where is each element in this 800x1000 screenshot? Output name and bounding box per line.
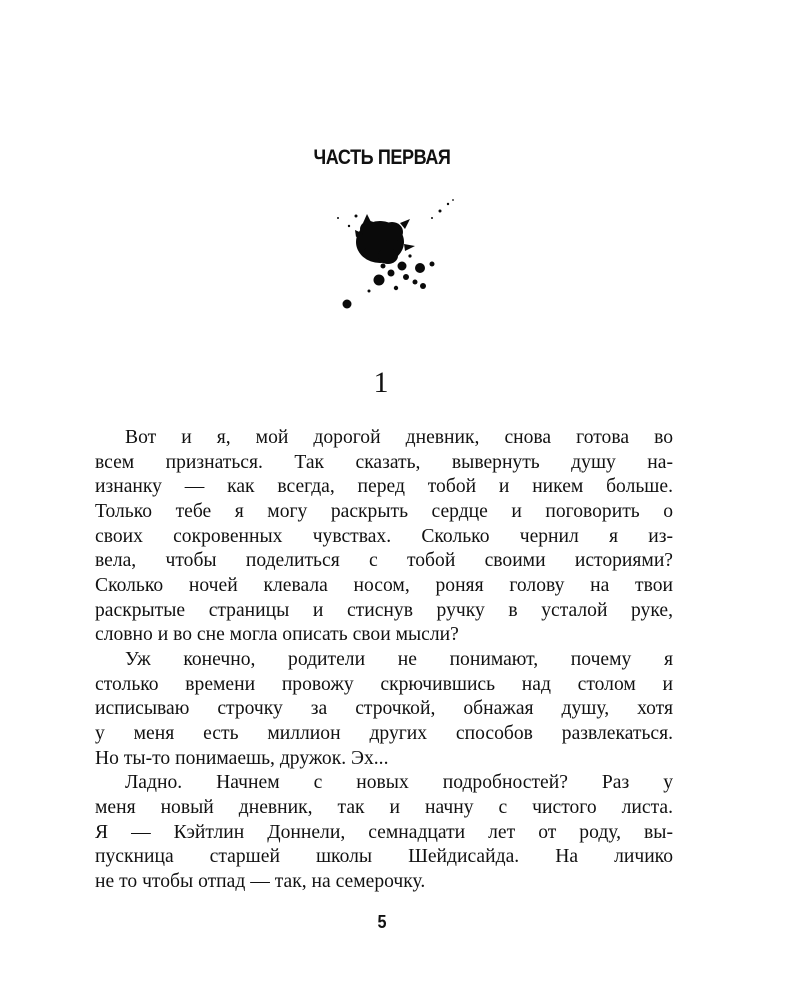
text-line: меня новый дневник, так и начну с чистого листа. — [95, 796, 673, 818]
text-line: Сколько ночей клевала носом, роняя голову на твои — [95, 574, 673, 596]
text-line: столько времени провожу скрючившись над столом и — [95, 673, 673, 695]
ink-splat-icon — [322, 196, 462, 314]
text-line: изнанку — как всегда, перед тобой и никем больше. — [95, 476, 673, 498]
part-title: ЧАСТЬ ПЕРВАЯ — [313, 146, 451, 169]
text-line: не то чтобы отпад — так, на семерочку. — [95, 870, 426, 892]
text-line: пускница старшей школы Шейдисайда. На личико — [95, 846, 673, 868]
text-line: исписываю строчку за строчкой, обнажая душу, хотя — [95, 698, 673, 720]
paragraph-3 — [95, 771, 673, 894]
text-line: всем признаться. Так сказать, вывернуть душу на- — [95, 451, 673, 473]
text-line: Вот и я, мой дорогой дневник, снова готова во — [125, 427, 673, 448]
text-line: Я — Кэйтлин Доннели, семнадцати лет от роду, вы- — [95, 821, 673, 843]
text-line: раскрытые страницы и стиснув ручку в усталой руке, — [95, 599, 673, 621]
text-line: Но ты-то понимаешь, дружок. Эх... — [95, 747, 389, 769]
text-line: своих сокровенных чувствах. Сколько чернил я из- — [95, 525, 673, 547]
page-number: 5 — [377, 912, 387, 932]
text-line: словно и во сне могла описать свои мысли? — [95, 624, 459, 646]
text-line: Уж конечно, родители не понимают, почему я — [125, 648, 673, 670]
chapter-number: 1 — [373, 366, 389, 399]
text-line: Ладно. Начнем с новых подробностей? Раз у — [125, 772, 673, 794]
text-line: у меня есть миллион других способов развлекаться. — [95, 722, 673, 744]
paragraph-1 — [95, 426, 673, 648]
text-line: Только тебе я могу раскрыть сердце и поговорить о — [95, 500, 673, 522]
body-text — [95, 426, 673, 894]
text-line: вела, чтобы поделиться с тобой своими историями? — [95, 550, 673, 572]
paragraph-2 — [95, 648, 673, 771]
